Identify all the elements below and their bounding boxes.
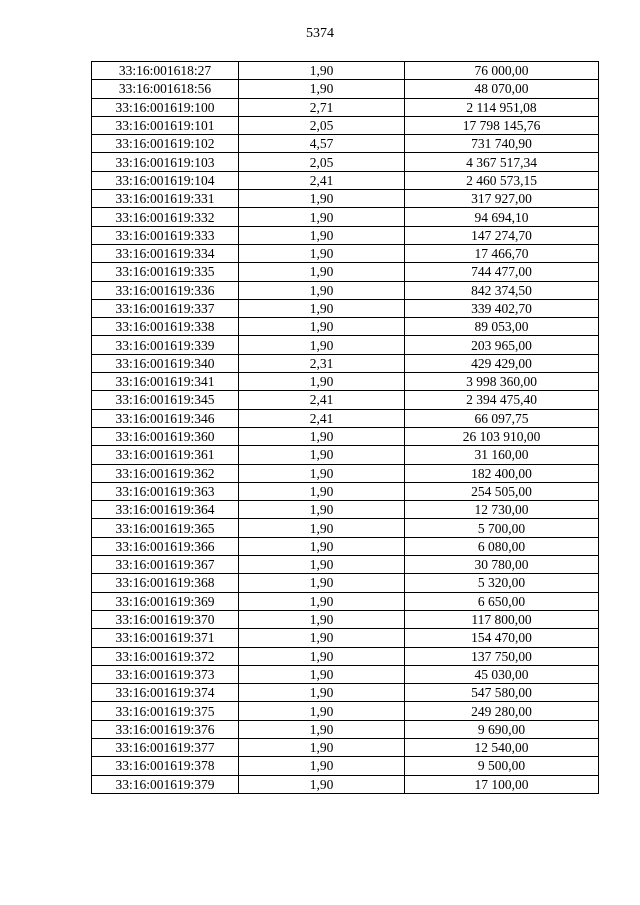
- value-cell: 731 740,90: [405, 135, 599, 153]
- coefficient-cell: 1,90: [239, 482, 405, 500]
- table-row: [92, 610, 599, 628]
- value-cell: 17 100,00: [405, 775, 599, 793]
- coefficient-cell: 1,90: [239, 519, 405, 537]
- coefficient-cell: 1,90: [239, 62, 405, 80]
- cadastral-number-cell: 33:16:001619:332: [92, 208, 239, 226]
- cadastral-number-cell: 33:16:001619:336: [92, 281, 239, 299]
- value-cell: 744 477,00: [405, 263, 599, 281]
- table-row: [92, 775, 599, 793]
- table-row: [92, 208, 599, 226]
- cadastral-number-cell: 33:16:001619:103: [92, 153, 239, 171]
- table-row: [92, 80, 599, 98]
- table-row: [92, 190, 599, 208]
- coefficient-cell: 1,90: [239, 684, 405, 702]
- table-row: [92, 226, 599, 244]
- cadastral-number-cell: 33:16:001619:364: [92, 501, 239, 519]
- cadastral-number-cell: 33:16:001619:104: [92, 171, 239, 189]
- table-row: [92, 299, 599, 317]
- value-cell: 3 998 360,00: [405, 373, 599, 391]
- table-row: [92, 98, 599, 116]
- table-row: [92, 556, 599, 574]
- value-cell: 94 694,10: [405, 208, 599, 226]
- coefficient-cell: 1,90: [239, 190, 405, 208]
- cadastral-number-cell: 33:16:001619:363: [92, 482, 239, 500]
- table-row: [92, 281, 599, 299]
- cadastral-number-cell: 33:16:001619:331: [92, 190, 239, 208]
- cadastral-number-cell: 33:16:001619:345: [92, 391, 239, 409]
- cadastral-number-cell: 33:16:001619:372: [92, 647, 239, 665]
- value-cell: 429 429,00: [405, 354, 599, 372]
- table-row: [92, 391, 599, 409]
- cadastral-number-cell: 33:16:001619:379: [92, 775, 239, 793]
- value-cell: 249 280,00: [405, 702, 599, 720]
- coefficient-cell: 1,90: [239, 757, 405, 775]
- table-row: [92, 354, 599, 372]
- table-row: [92, 720, 599, 738]
- value-cell: 31 160,00: [405, 446, 599, 464]
- table-row: [92, 757, 599, 775]
- value-cell: 317 927,00: [405, 190, 599, 208]
- value-cell: 89 053,00: [405, 318, 599, 336]
- value-cell: 9 500,00: [405, 757, 599, 775]
- coefficient-cell: 2,05: [239, 116, 405, 134]
- value-cell: 2 114 951,08: [405, 98, 599, 116]
- table-body: [92, 62, 599, 794]
- cadastral-number-cell: 33:16:001619:373: [92, 665, 239, 683]
- page-number: 5374: [306, 26, 334, 41]
- coefficient-cell: 1,90: [239, 80, 405, 98]
- value-cell: 12 730,00: [405, 501, 599, 519]
- coefficient-cell: 1,90: [239, 318, 405, 336]
- table-row: [92, 446, 599, 464]
- cadastral-number-cell: 33:16:001619:338: [92, 318, 239, 336]
- coefficient-cell: 1,90: [239, 501, 405, 519]
- coefficient-cell: 1,90: [239, 226, 405, 244]
- table-row: [92, 592, 599, 610]
- value-cell: 30 780,00: [405, 556, 599, 574]
- coefficient-cell: 1,90: [239, 537, 405, 555]
- table-row: [92, 574, 599, 592]
- table-row: [92, 116, 599, 134]
- value-cell: 9 690,00: [405, 720, 599, 738]
- cadastral-number-cell: 33:16:001619:346: [92, 409, 239, 427]
- table-row: [92, 647, 599, 665]
- cadastral-number-cell: 33:16:001619:377: [92, 738, 239, 756]
- cadastral-number-cell: 33:16:001619:339: [92, 336, 239, 354]
- cadastral-number-cell: 33:16:001619:361: [92, 446, 239, 464]
- coefficient-cell: 1,90: [239, 629, 405, 647]
- value-cell: 6 650,00: [405, 592, 599, 610]
- table-row: [92, 427, 599, 445]
- value-cell: 2 394 475,40: [405, 391, 599, 409]
- cadastral-table: [91, 61, 599, 794]
- cadastral-number-cell: 33:16:001619:340: [92, 354, 239, 372]
- value-cell: 4 367 517,34: [405, 153, 599, 171]
- coefficient-cell: 1,90: [239, 464, 405, 482]
- table-row: [92, 153, 599, 171]
- value-cell: 12 540,00: [405, 738, 599, 756]
- cadastral-number-cell: 33:16:001618:56: [92, 80, 239, 98]
- cadastral-number-cell: 33:16:001619:334: [92, 244, 239, 262]
- value-cell: 26 103 910,00: [405, 427, 599, 445]
- table-row: [92, 464, 599, 482]
- value-cell: 17 798 145,76: [405, 116, 599, 134]
- value-cell: 203 965,00: [405, 336, 599, 354]
- coefficient-cell: 1,90: [239, 574, 405, 592]
- coefficient-cell: 1,90: [239, 336, 405, 354]
- value-cell: 137 750,00: [405, 647, 599, 665]
- value-cell: 6 080,00: [405, 537, 599, 555]
- cadastral-number-cell: 33:16:001618:27: [92, 62, 239, 80]
- table-row: [92, 482, 599, 500]
- coefficient-cell: 1,90: [239, 647, 405, 665]
- coefficient-cell: 2,05: [239, 153, 405, 171]
- table-row: [92, 702, 599, 720]
- table-row: [92, 519, 599, 537]
- value-cell: 2 460 573,15: [405, 171, 599, 189]
- coefficient-cell: 1,90: [239, 665, 405, 683]
- cadastral-number-cell: 33:16:001619:369: [92, 592, 239, 610]
- table-row: [92, 738, 599, 756]
- cadastral-number-cell: 33:16:001619:367: [92, 556, 239, 574]
- coefficient-cell: 1,90: [239, 427, 405, 445]
- value-cell: 339 402,70: [405, 299, 599, 317]
- cadastral-number-cell: 33:16:001619:333: [92, 226, 239, 244]
- cadastral-number-cell: 33:16:001619:360: [92, 427, 239, 445]
- cadastral-number-cell: 33:16:001619:337: [92, 299, 239, 317]
- value-cell: 66 097,75: [405, 409, 599, 427]
- cadastral-number-cell: 33:16:001619:376: [92, 720, 239, 738]
- coefficient-cell: 1,90: [239, 208, 405, 226]
- coefficient-cell: 2,41: [239, 391, 405, 409]
- coefficient-cell: 1,90: [239, 775, 405, 793]
- value-cell: 117 800,00: [405, 610, 599, 628]
- value-cell: 182 400,00: [405, 464, 599, 482]
- table-row: [92, 501, 599, 519]
- table-row: [92, 665, 599, 683]
- value-cell: 254 505,00: [405, 482, 599, 500]
- coefficient-cell: 1,90: [239, 610, 405, 628]
- table-row: [92, 629, 599, 647]
- coefficient-cell: 1,90: [239, 244, 405, 262]
- cadastral-number-cell: 33:16:001619:100: [92, 98, 239, 116]
- table-row: [92, 318, 599, 336]
- coefficient-cell: 1,90: [239, 738, 405, 756]
- value-cell: 76 000,00: [405, 62, 599, 80]
- cadastral-number-cell: 33:16:001619:335: [92, 263, 239, 281]
- coefficient-cell: 2,71: [239, 98, 405, 116]
- coefficient-cell: 4,57: [239, 135, 405, 153]
- coefficient-cell: 2,41: [239, 171, 405, 189]
- table-row: [92, 537, 599, 555]
- cadastral-number-cell: 33:16:001619:375: [92, 702, 239, 720]
- table-row: [92, 135, 599, 153]
- coefficient-cell: 1,90: [239, 373, 405, 391]
- cadastral-number-cell: 33:16:001619:341: [92, 373, 239, 391]
- coefficient-cell: 1,90: [239, 702, 405, 720]
- value-cell: 147 274,70: [405, 226, 599, 244]
- coefficient-cell: 1,90: [239, 446, 405, 464]
- coefficient-cell: 2,41: [239, 409, 405, 427]
- table-row: [92, 62, 599, 80]
- table-row: [92, 409, 599, 427]
- value-cell: 48 070,00: [405, 80, 599, 98]
- cadastral-number-cell: 33:16:001619:101: [92, 116, 239, 134]
- table-row: [92, 373, 599, 391]
- cadastral-number-cell: 33:16:001619:366: [92, 537, 239, 555]
- coefficient-cell: 1,90: [239, 281, 405, 299]
- cadastral-number-cell: 33:16:001619:362: [92, 464, 239, 482]
- cadastral-number-cell: 33:16:001619:374: [92, 684, 239, 702]
- value-cell: 5 700,00: [405, 519, 599, 537]
- value-cell: 547 580,00: [405, 684, 599, 702]
- coefficient-cell: 1,90: [239, 720, 405, 738]
- table-row: [92, 336, 599, 354]
- cadastral-number-cell: 33:16:001619:368: [92, 574, 239, 592]
- coefficient-cell: 1,90: [239, 592, 405, 610]
- coefficient-cell: 2,31: [239, 354, 405, 372]
- value-cell: 17 466,70: [405, 244, 599, 262]
- table-row: [92, 263, 599, 281]
- value-cell: 5 320,00: [405, 574, 599, 592]
- table-row: [92, 684, 599, 702]
- cadastral-number-cell: 33:16:001619:102: [92, 135, 239, 153]
- coefficient-cell: 1,90: [239, 556, 405, 574]
- cadastral-number-cell: 33:16:001619:365: [92, 519, 239, 537]
- cadastral-number-cell: 33:16:001619:378: [92, 757, 239, 775]
- cadastral-number-cell: 33:16:001619:370: [92, 610, 239, 628]
- table-row: [92, 244, 599, 262]
- coefficient-cell: 1,90: [239, 263, 405, 281]
- value-cell: 45 030,00: [405, 665, 599, 683]
- value-cell: 842 374,50: [405, 281, 599, 299]
- table-row: [92, 171, 599, 189]
- cadastral-number-cell: 33:16:001619:371: [92, 629, 239, 647]
- value-cell: 154 470,00: [405, 629, 599, 647]
- coefficient-cell: 1,90: [239, 299, 405, 317]
